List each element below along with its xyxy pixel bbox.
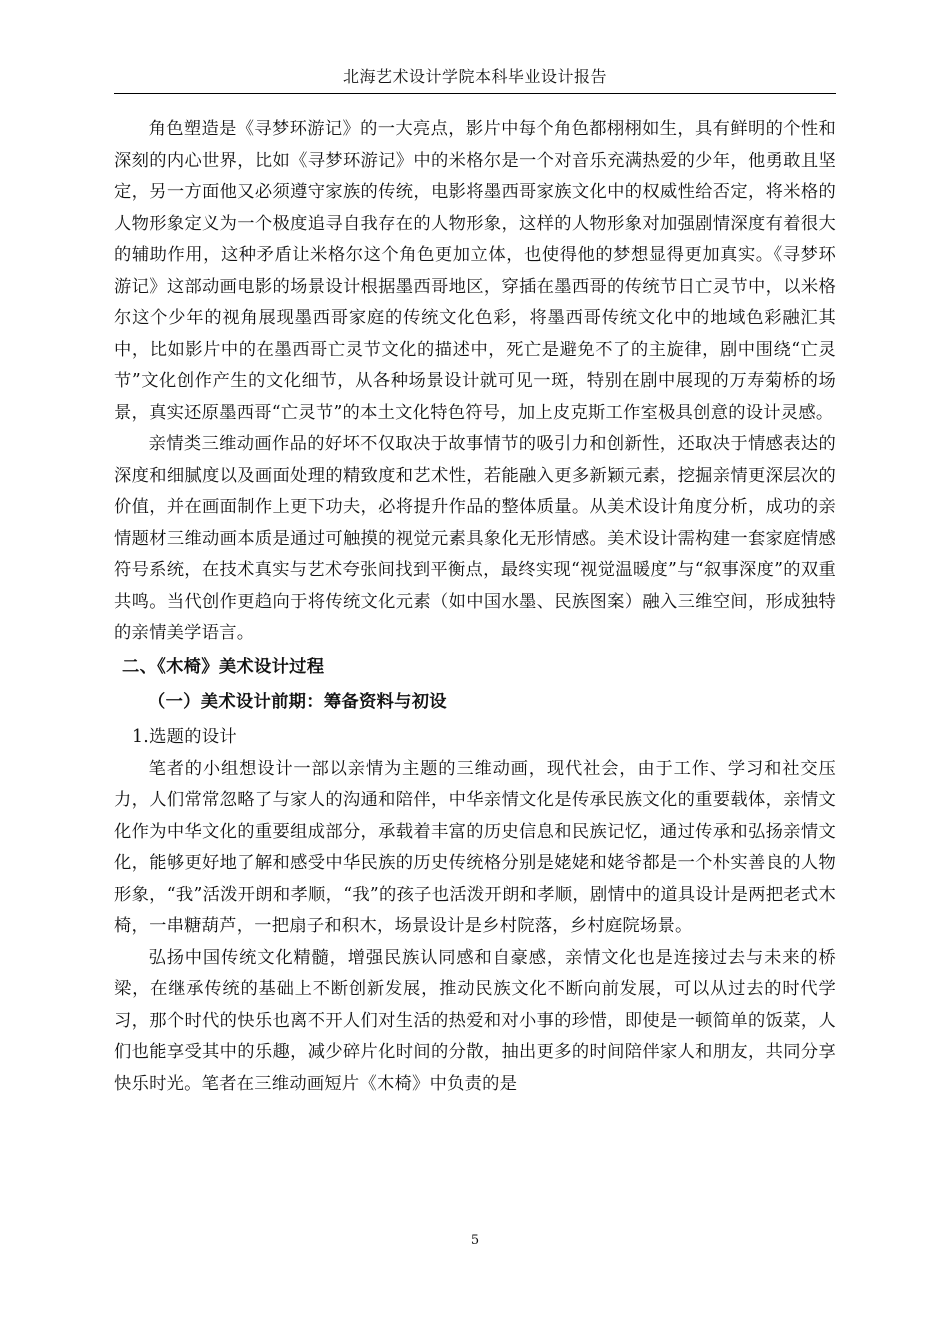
- paragraph-character-design: 角色塑造是《寻梦环游记》的一大亮点，影片中每个角色都栩栩如生，具有鲜明的个性和深刻的内心世界，比如《寻梦环游记》中的米格尔是一个对音乐充满热爱的少年，他勇敢且坚定，另一方面他又必须遵守家族的传统，电影将墨西哥家族文化中的权威性给否定，将米格的人物形象定义为一个极度追寻自我存在的人物形象，这样的人物形象对加强剧情深度有着很大的辅助作用，这种矛盾让米格尔这个角色更加立体，也使得他的梦想显得更加真实。《寻梦环游记》这部动画电影的场景设计根据墨西哥地区，穿插在墨西哥的传统节日亡灵节中，以米格尔这个少年的视角展现墨西哥家庭的传统文化色彩，将墨西哥传统文化中的地域色彩融汇其中，比如影片中的在墨西哥亡灵节文化的描述中，死亡是避免不了的主旋律，剧中围绕“亡灵节”文化创作产生的文化细节，从各种场景设计就可见一斑，特别在剧中展现的万寿菊桥的场景，真实还原墨西哥“亡灵节”的本土文化特色符号，加上皮克斯工作室极具创意的设计灵感。: [114, 119, 836, 423]
- body-content: [114, 114, 836, 1100]
- running-header: 北海艺术设计学院本科毕业设计报告: [342, 67, 607, 86]
- item-heading: 1.选题的设计: [132, 726, 237, 747]
- page-number: 5: [470, 1233, 480, 1248]
- paragraph-topic-design: 笔者的小组想设计一部以亲情为主题的三维动画，现代社会，由于工作、学习和社交压力，人们常常忽略了与家人的沟通和陪伴，中华亲情文化是传承民族文化的重要载体，亲情文化作为中华文化的重要组成部分，承载着丰富的历史信息和民族记忆，通过传承和弘扬亲情文化，能够更好地了解和感受中华民族的历史传统格分别是姥姥和姥爷都是一个朴实善良的人物形象，“我”活泼开朗和孝顺，“我”的孩子也活泼开朗和孝顺，剧情中的道具设计是两把老式木椅，一串糖葫芦，一把扇子和积木，场景设计是乡村院落，乡村庭院场景。: [114, 758, 836, 936]
- paragraph-traditional-culture: 弘扬中国传统文化精髓，增强民族认同感和自豪感，亲情文化也是连接过去与未来的桥梁，在继承传统的基础上不断创新发展，推动民族文化不断向前发展，可以从过去的时代学习，那个时代的快乐也离不开人们对生活的热爱和对小事的珍惜，即使是一顿简单的饭菜，人们也能享受其中的乐趣，减少碎片化时间的分散，抽出更多的时间陪伴家人和朋友，共同分享快乐时光。笔者在三维动画短片《木椅》中负责的是: [114, 947, 836, 1094]
- header-divider: [114, 93, 836, 94]
- paragraph-family-animation-quality: 亲情类三维动画作品的好坏不仅取决于故事情节的吸引力和创新性，还取决于情感表达的深度和细腻度以及画面处理的精致度和艺术性，若能融入更多新颖元素，挖掘亲情更深层次的价值，并在画面制作上更下功夫，必将提升作品的整体质量。从美术设计角度分析，成功的亲情题材三维动画本质是通过可触摸的视觉元素具象化无形情感。美术设计需构建一套家庭情感符号系统，在技术真实与艺术夸张间找到平衡点，最终实现“视觉温暖度”与“叙事深度”的双重共鸣。当代创作更趋向于将传统文化元素（如中国水墨、民族图案）融入三维空间，形成独特的亲情美学语言。: [114, 434, 836, 643]
- subsection-heading: （一）美术设计前期：筹备资料与初设: [148, 691, 447, 712]
- section-heading: 二、《木椅》美术设计过程: [122, 656, 325, 677]
